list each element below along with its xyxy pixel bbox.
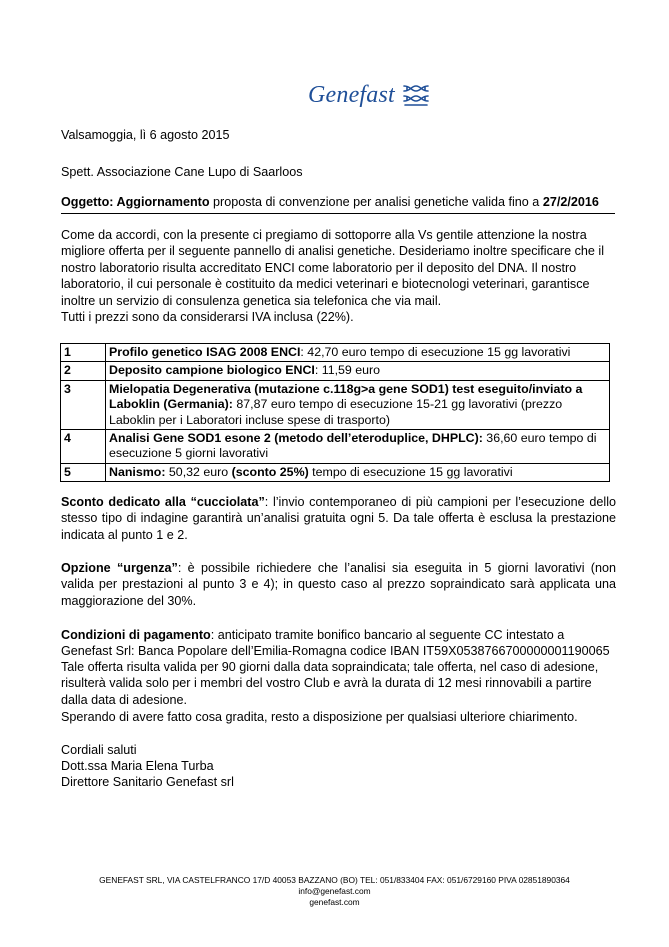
vat-note: Tutti i prezzi sono da considerarsi IVA inclusa (22%).	[61, 310, 354, 324]
place-date: Valsamoggia, lì 6 agosto 2015	[61, 128, 230, 142]
row-description	[106, 430, 610, 464]
payment-paragraph	[61, 627, 616, 660]
urgency-paragraph	[61, 560, 616, 609]
table-row	[61, 463, 610, 481]
row-number: 2	[61, 362, 106, 380]
signer-role: Direttore Sanitario Genefast srl	[61, 775, 234, 789]
row-title: Nanismo:	[109, 464, 166, 479]
row-title: Deposito campione biologico ENCI	[109, 363, 315, 378]
urgency-text: : è possibile richiedere che l’analisi sia eseguita in 5 giorni lavorativi (non valida per prestazioni al punto 3 e 4); in questo caso al prezzo sopraindicato sarà applicata una maggiorazione del 30%.	[61, 561, 616, 608]
row-title: Mielopatia Degenerativa (mutazione c.118g>a gene SOD1) test eseguito/inviato a Laboklin (Germania):	[109, 381, 583, 412]
table-row	[61, 380, 610, 429]
row-number: 1	[61, 344, 106, 362]
genefast-logo	[308, 80, 444, 110]
discount-label: Sconto dedicato alla “cucciolata”	[61, 495, 265, 509]
table-row	[61, 430, 610, 464]
urgency-label: Opzione “urgenza”	[61, 561, 178, 575]
subject-date: 27/2/2016	[542, 195, 599, 209]
row-description	[106, 362, 610, 380]
row-number: 5	[61, 463, 106, 481]
row-detail: 87,87 euro tempo di esecuzione 15-21 gg lavorativi (prezzo Laboklin per i Laboratori incluse spese di trasporto)	[109, 397, 563, 427]
validity-paragraph: Tale offerta risulta valida per 90 giorni dalla data sopraindicata; tale offerta, nel caso di adesione, risulterà valida solo per i membri del vostro Club e avrà la durata di 12 mesi rinnovabili a partire dalla data di adesione.	[61, 660, 599, 707]
offer-table	[60, 343, 610, 482]
closing-line: Sperando di avere fatto cosa gradita, resto a disposizione per qualsiasi ulteriore chiarimento.	[61, 710, 578, 724]
subject-text: proposta di convenzione per analisi genetiche valida fino a	[209, 195, 543, 209]
intro-paragraph: Come da accordi, con la presente ci pregiamo di sottoporre alla Vs gentile attenzione la nostra migliore offerta per il seguente pannello di analisi genetiche. Desideriamo inoltre specificare che il nostro laboratorio risulta accreditato ENCI come laboratorio per il deposito del DNA. Il nostro laboratorio, il cui personale è costituito da medici veterinari e biotecnologi veterinari, garantisce inoltre un servizio di consulenza genetica sia telefonica che via mail.	[61, 228, 605, 308]
row-detail: 36,60 euro tempo di esecuzione 5 giorni lavorativi	[109, 431, 597, 461]
footer-email: info@genefast.com	[298, 886, 371, 896]
dna-helix-icon	[401, 82, 431, 108]
row-detail-2: tempo di esecuzione 15 gg lavorativi	[308, 464, 513, 479]
discount-paragraph	[61, 494, 616, 543]
greeting: Cordiali saluti	[61, 743, 137, 757]
logo-wordmark: Genefast	[308, 81, 395, 108]
row-detail: 50,32 euro	[165, 464, 232, 479]
row-detail: : 42,70 euro tempo di esecuzione 15 gg lavorativi	[300, 345, 571, 359]
footer-website: genefast.com	[309, 897, 360, 907]
row-discount: (sconto 25%)	[231, 464, 309, 479]
row-description	[106, 344, 610, 362]
row-number: 4	[61, 430, 106, 464]
signer-name: Dott.ssa Maria Elena Turba	[61, 759, 214, 773]
subject-label: Oggetto: Aggiornamento	[61, 195, 210, 209]
payment-label: Condizioni di pagamento	[61, 628, 211, 642]
row-description	[106, 463, 610, 481]
subject-underline	[61, 213, 615, 214]
row-title: Analisi Gene SOD1 esone 2 (metodo dell’eteroduplice, DHPLC):	[109, 431, 483, 446]
row-description	[106, 380, 610, 429]
table-row	[61, 344, 610, 362]
footer-address: GENEFAST SRL, VIA CASTELFRANCO 17/D 40053 BAZZANO (BO) TEL: 051/833404 FAX: 051/6729160 PIVA 02851890364	[99, 875, 570, 885]
row-detail: : 11,59 euro	[314, 363, 381, 378]
discount-text: : l’invio contemporaneo di più campioni per l’esecuzione dello stesso tipo di indagine garantirà un’analisi gratuita ogni 5. Da tale offerta è esclusa la prestazione indicata al punto 1 e 2.	[61, 495, 616, 542]
row-number: 3	[61, 380, 106, 429]
table-row	[61, 362, 610, 380]
payment-text: : anticipato tramite bonifico bancario al seguente CC intestato a Genefast Srl: Banca Popolare dell’Emilia-Romagna codice IBAN IT59X0538766700000001190065	[61, 628, 610, 659]
row-title: Profilo genetico ISAG 2008 ENCI	[109, 345, 301, 359]
subject-line	[61, 194, 615, 210]
recipient: Spett. Associazione Cane Lupo di Saarloos	[61, 165, 303, 179]
